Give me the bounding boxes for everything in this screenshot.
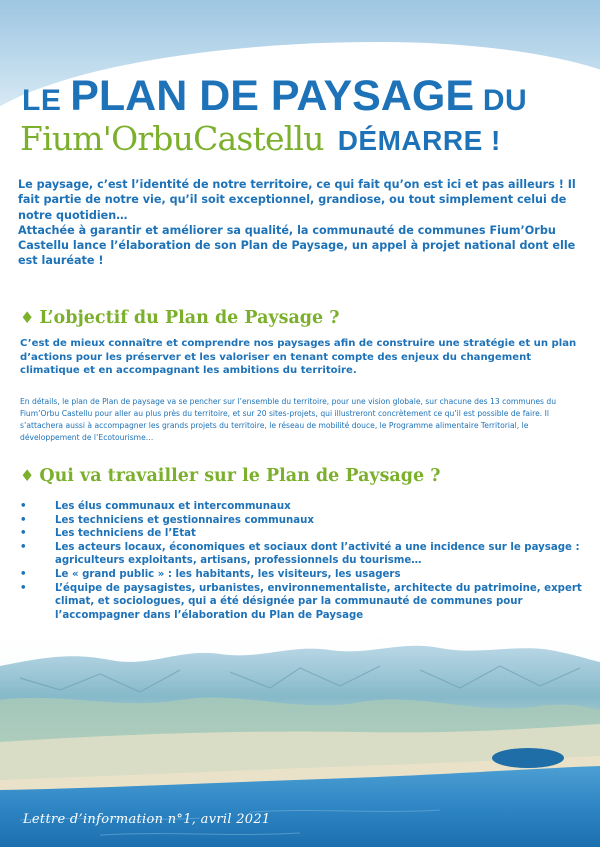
bullet-dot: • xyxy=(20,568,27,580)
bullet-dot: • xyxy=(20,514,27,526)
list-item-text: L’équipe de paysagistes, urbanistes, environnementaliste, architecte du patrimoine, expert climat, et sociologues, qui a été désignée par la communauté de communes pour l’accompagner dans l’élaboration du Plan de Paysage xyxy=(55,582,582,621)
list-item-text: Les élus communaux et intercommunaux xyxy=(55,501,291,512)
bullet-dot: • xyxy=(20,541,27,553)
page-title-line1 xyxy=(22,72,592,120)
diamond-bullet-icon: ♦ xyxy=(20,466,35,485)
brand-logo-text xyxy=(20,119,324,158)
diamond-bullet-icon: ♦ xyxy=(20,308,35,327)
section-heading-qui xyxy=(20,464,590,488)
intro-paragraph-1: Le paysage, c’est l’identité de notre territoire, ce qui fait qu’on est ici et pas ailleurs ! Il fait partie de notre vie, qu’il soit exceptionnel, grandiose, ou tout simplement celui de notre quotidien… xyxy=(18,178,576,222)
bullet-dot: • xyxy=(20,501,27,512)
list-item-text: Les techniciens de l’Etat xyxy=(55,528,196,540)
section-heading-objectif-text: L’objectif du Plan de Paysage ? xyxy=(39,308,340,328)
list-item-text: Les techniciens et gestionnaires communaux xyxy=(55,514,314,526)
footer-newsletter-label: Lettre d’information n°1, avril 2021 xyxy=(23,812,271,827)
list-item-text: Les acteurs locaux, économiques et sociaux dont l’activité a une incidence sur le paysage : agriculteurs exploitants, artisans, professionnels du tourisme… xyxy=(55,541,580,567)
objectif-paragraph: C’est de mieux connaître et comprendre nos paysages afin de construire une stratégie et un plan d’actions pour les préserver et les valoriser en tenant compte des enjeux du changement climatique et en accompagnant les ambitions du territoire. xyxy=(20,338,577,377)
list-item xyxy=(20,582,590,623)
list-item xyxy=(20,568,590,582)
section-heading-objectif xyxy=(20,306,590,330)
details-paragraph: En détails, le plan de Plan de paysage va se pencher sur l’ensemble du territoire, pour une vision globale, sur chacune des 13 communes du Fium’Orbu Castellu pour aller au plus près du territoire, et sur 20 sites-projets, qui illustreront concrètement ce qu’il est possible de faire. Il s’attachera aussi à accompagner les grands projets du territoire, le réseau de mobilité douce, le Programme alimentaire Territorial, le développement de l’Ecotourisme… xyxy=(20,397,557,442)
participants-list xyxy=(20,500,590,622)
page-title-line2 xyxy=(20,116,590,168)
list-item xyxy=(20,541,590,568)
brand-part-2: Castellu xyxy=(193,119,324,158)
list-item xyxy=(20,514,590,528)
intro-text xyxy=(18,177,588,269)
title-du: DU xyxy=(482,84,528,117)
list-item-text: Le « grand public » : les habitants, les visiteurs, les usagers xyxy=(55,568,401,580)
bullet-dot: • xyxy=(20,528,27,540)
title-demarre: DÉMARRE ! xyxy=(337,125,501,156)
title-le: LE xyxy=(22,84,62,117)
section-heading-qui-text: Qui va travailler sur le Plan de Paysage ? xyxy=(39,466,441,486)
title-plan-de-paysage: PLAN DE PAYSAGE xyxy=(70,72,475,120)
intro-paragraph-2: Attachée à garantir et améliorer sa qualité, la communauté de communes Fium’Orbu Castellu lance l’élaboration de son Plan de Paysage, un appel à projet national dont elle est lauréate ! xyxy=(18,223,576,268)
list-item xyxy=(20,527,590,541)
brand-part-1: Fium'Orbu xyxy=(20,119,194,158)
bullet-dot: • xyxy=(20,582,27,594)
list-item xyxy=(20,500,590,514)
